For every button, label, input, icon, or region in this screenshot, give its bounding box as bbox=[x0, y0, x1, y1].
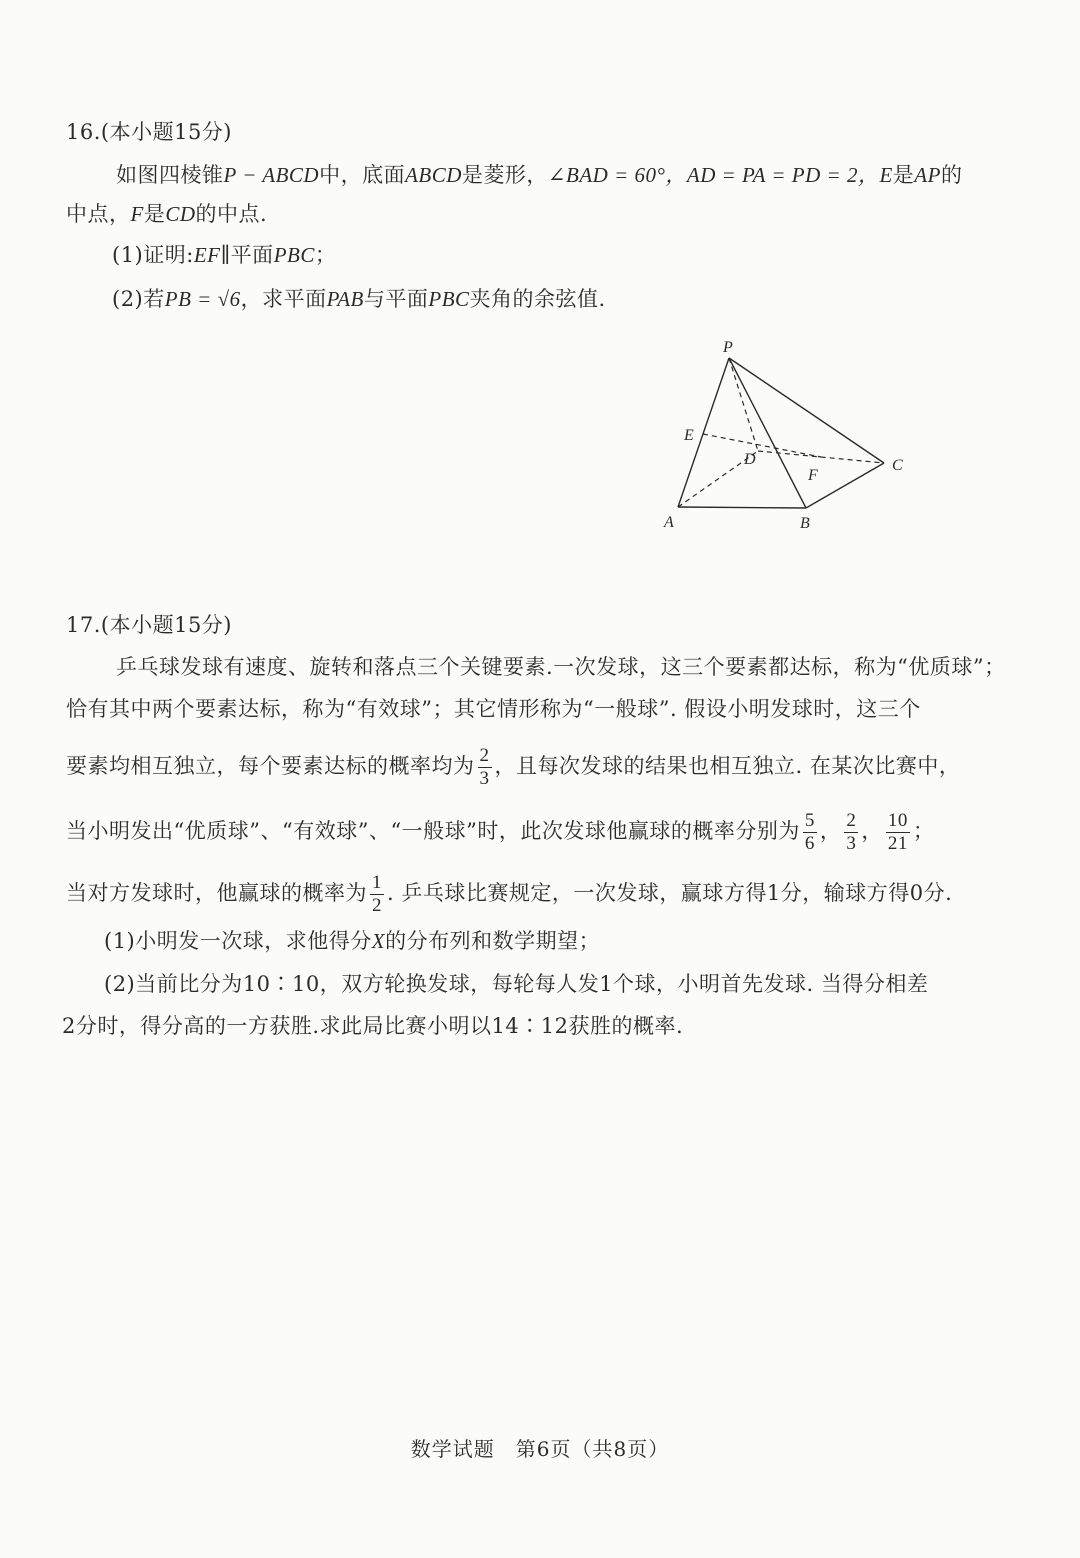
q17-part2: (2)当前比分为10∶10，双方轮换发球，每轮每人发1个球，小明首先发球. 当得分相差 bbox=[104, 972, 929, 996]
math: EF∥ bbox=[193, 243, 231, 267]
text: ； bbox=[314, 243, 337, 267]
math: CD bbox=[165, 202, 196, 226]
math: F bbox=[130, 202, 144, 226]
edge-PA bbox=[678, 358, 729, 507]
edge-AB bbox=[678, 507, 806, 508]
denominator: 3 bbox=[479, 768, 490, 789]
text: (1)证明: bbox=[112, 243, 194, 267]
q16-part1 bbox=[112, 240, 336, 270]
q16-header: 16.(本小题15分) bbox=[66, 120, 233, 144]
denominator: 6 bbox=[804, 833, 815, 854]
text: 的 bbox=[940, 163, 963, 187]
fraction-one-half bbox=[370, 873, 384, 916]
text: 如图四棱锥 bbox=[116, 163, 224, 187]
text: 是 bbox=[143, 202, 166, 226]
edge-PC bbox=[729, 358, 884, 463]
numerator: 10 bbox=[887, 810, 908, 831]
edge-AD-hidden bbox=[678, 451, 758, 507]
numerator: 5 bbox=[804, 810, 815, 831]
text: 是菱形， bbox=[461, 163, 548, 187]
math: PAB bbox=[326, 287, 364, 311]
edge-PD-hidden bbox=[729, 358, 758, 451]
q17-line1: 乒乓球发球有速度、旋转和落点三个关键要素.一次发球，这三个要素都达标，称为“优质球”； bbox=[116, 655, 1006, 679]
fraction-2-3 bbox=[844, 811, 858, 854]
label-C: C bbox=[892, 457, 903, 474]
label-E: E bbox=[684, 427, 694, 444]
text: 要素均相互独立，每个要素达标的概率均为 bbox=[66, 754, 475, 778]
separator: ， bbox=[819, 819, 842, 843]
text: 的分布列和数学期望； bbox=[385, 929, 601, 953]
q17-line3 bbox=[66, 746, 960, 789]
numerator: 2 bbox=[846, 810, 857, 831]
edge-PB bbox=[729, 358, 806, 508]
math: ∠BAD = 60°，AD = PA = PD = 2，E bbox=[547, 163, 893, 187]
text: ，且每次发球的结果也相互独立. 在某次比赛中， bbox=[494, 754, 961, 778]
edge-DC-hidden bbox=[758, 451, 884, 463]
math: PBC bbox=[428, 287, 470, 311]
denominator: 2 bbox=[372, 895, 382, 916]
fraction-two-thirds bbox=[478, 746, 492, 789]
math: AP bbox=[914, 163, 941, 187]
math: P − ABCD bbox=[223, 163, 320, 187]
math: PB = √6 bbox=[164, 287, 241, 311]
q17-header: 17.(本小题15分) bbox=[66, 613, 233, 637]
label-F: F bbox=[808, 467, 818, 484]
edge-BC bbox=[806, 463, 884, 508]
text: 的中点. bbox=[195, 202, 268, 226]
q17-line2: 恰有其中两个要素达标，称为“有效球”；其它情形称为“一般球”. 假设小明发球时，这三个 bbox=[66, 697, 921, 721]
text: 平面 bbox=[230, 243, 274, 267]
math: PBC bbox=[273, 243, 315, 267]
q16-part2 bbox=[112, 284, 606, 314]
text: 与平面 bbox=[363, 287, 429, 311]
q17-part1 bbox=[104, 926, 600, 956]
fraction-10-21 bbox=[886, 811, 910, 854]
text: (2)若 bbox=[112, 287, 165, 311]
page-footer: 数学试题 第6页（共8页） bbox=[410, 1437, 670, 1461]
q16-statement-line1 bbox=[116, 160, 962, 190]
separator: ， bbox=[861, 819, 883, 843]
math: ABCD bbox=[405, 163, 462, 187]
label-A: A bbox=[664, 514, 674, 531]
q17-line4 bbox=[66, 811, 934, 854]
fraction-5-6 bbox=[803, 811, 817, 854]
q17-part2-continued: 2分时，得分高的一方获胜.求此局比赛小明以14∶12获胜的概率. bbox=[62, 1014, 684, 1038]
text: 是 bbox=[892, 163, 915, 187]
text: (1)小明发一次球，求他得分 bbox=[104, 929, 372, 953]
label-P: P bbox=[723, 339, 733, 356]
text: . 乒乓球比赛规定，一次发球，赢球方得1分，输球方得0分. bbox=[387, 881, 953, 905]
numerator: 1 bbox=[372, 872, 382, 893]
label-B: B bbox=[800, 515, 810, 532]
separator: ； bbox=[912, 819, 935, 843]
text: ，求平面 bbox=[240, 287, 327, 311]
text: 当对方发球时，他赢球的概率为 bbox=[66, 881, 367, 905]
denominator: 21 bbox=[887, 833, 908, 854]
numerator: 2 bbox=[479, 745, 490, 766]
text: 中，底面 bbox=[319, 163, 406, 187]
denominator: 3 bbox=[846, 833, 857, 854]
math: X bbox=[371, 929, 386, 953]
q17-line5 bbox=[66, 873, 952, 916]
segment-EF-hidden bbox=[703, 434, 821, 457]
text: 夹角的余弦值. bbox=[469, 287, 606, 311]
q16-statement-line2 bbox=[66, 199, 267, 229]
text: 中点， bbox=[66, 202, 131, 226]
text: 当小明发出“优质球”、“有效球”、“一般球”时，此次发球他赢球的概率分别为 bbox=[66, 819, 800, 843]
label-D: D bbox=[744, 451, 756, 468]
